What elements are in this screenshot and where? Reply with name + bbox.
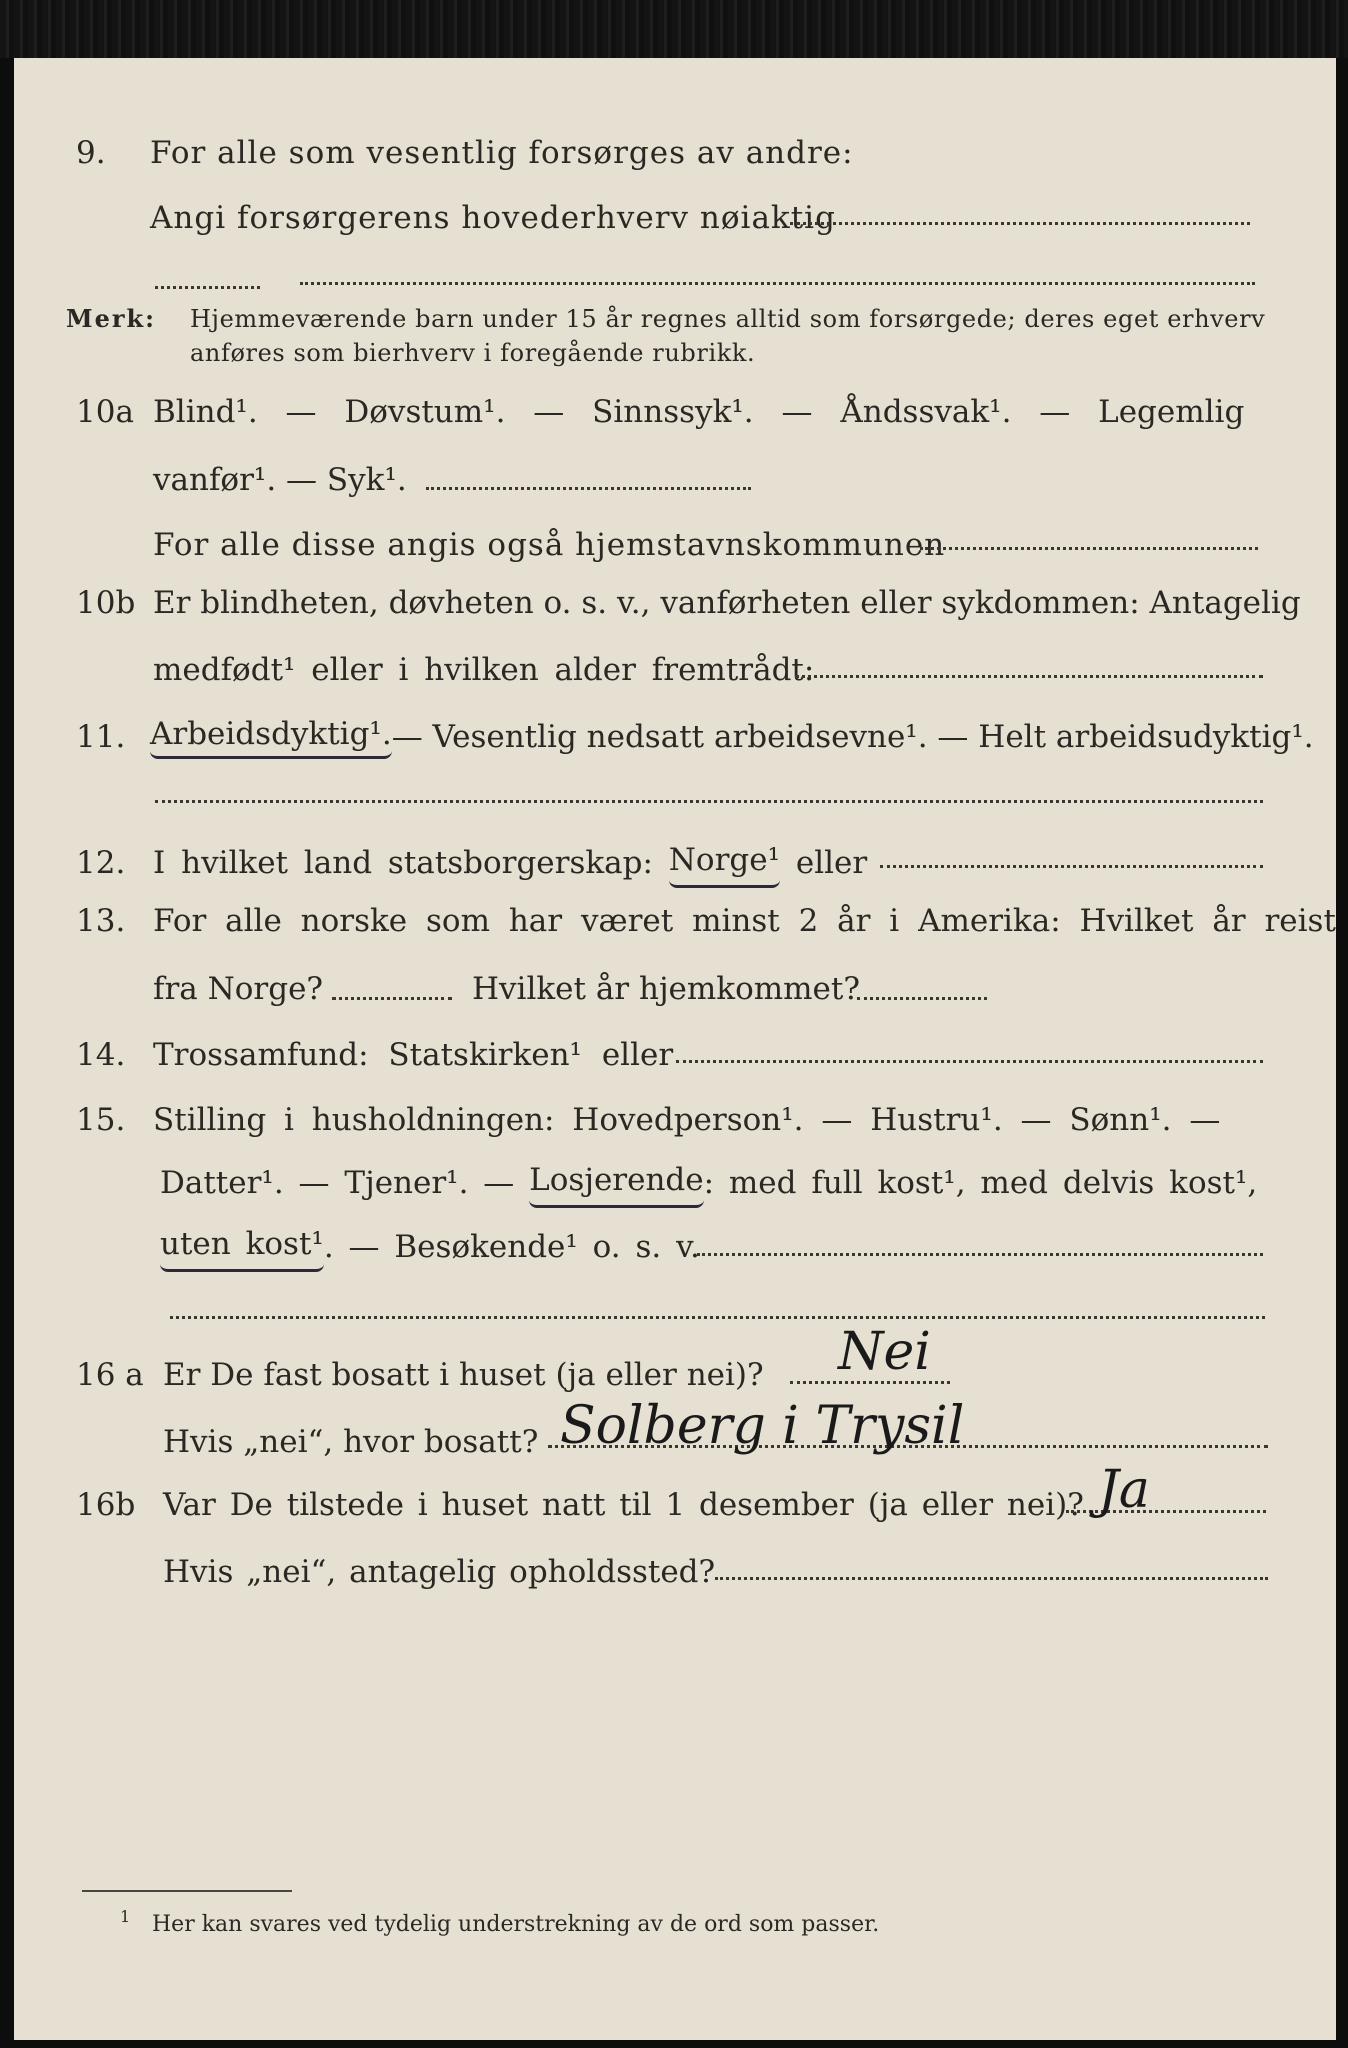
q11-answer-line[interactable] xyxy=(155,800,1263,803)
q14-line xyxy=(0,1030,1348,1080)
q16a-number: 16 a xyxy=(76,1357,144,1393)
q13-question-2a: fra Norge? xyxy=(153,971,324,1007)
q10a-question-3: For alle disse angis også hjemstavnskommunen xyxy=(153,527,946,563)
q16b-question-2: Hvis „nei“, antagelig opholdssted? xyxy=(163,1554,716,1590)
q15-question: Stilling i husholdningen: Hovedperson¹. — Hustru¹. — Sønn¹. — xyxy=(153,1102,1221,1138)
q9-answer-line-2b[interactable] xyxy=(300,282,1255,285)
merk-line2 xyxy=(0,328,1348,378)
q9-answer-line-2a[interactable] xyxy=(155,286,260,289)
q15-answer-line-2[interactable] xyxy=(170,1316,1265,1319)
q12-option-norge[interactable]: Norge¹ xyxy=(669,838,780,888)
q15-line2 xyxy=(0,1158,1348,1208)
q10b-line2 xyxy=(0,645,1348,695)
q16a-question: Er De fast bosatt i huset (ja eller nei)? xyxy=(163,1357,764,1393)
q14-answer-line[interactable] xyxy=(676,1060,1263,1063)
q10a-question-2: vanfør¹. — Syk¹. xyxy=(153,462,407,498)
q16b-line2 xyxy=(0,1547,1348,1597)
q12-question xyxy=(153,838,867,888)
q10a-answer-line-2[interactable] xyxy=(920,547,1258,550)
q14-question: Trossamfund: Statskirken¹ eller xyxy=(153,1037,674,1073)
q15-text-a: Datter¹. — Tjener¹. — xyxy=(160,1165,530,1201)
q10a-question: Blind¹. — Døvstum¹. — Sinnssyk¹. — Åndssvak¹. — Legemlig xyxy=(153,394,1245,430)
q10a-answer-line[interactable] xyxy=(426,487,751,490)
q13-line1 xyxy=(0,896,1348,946)
q13-answer-line-hjemkommet[interactable] xyxy=(857,997,987,1000)
q16b-question: Var De tilstede i huset natt til 1 desember (ja eller nei)? xyxy=(163,1487,1084,1523)
q15-question-2 xyxy=(160,1158,1257,1208)
merk-text-2: anføres som bierhverv i foregående rubrikk. xyxy=(190,339,756,367)
footnote-text: Her kan svares ved tydelig understrekning av de ord som passer. xyxy=(152,1912,880,1937)
q12-number: 12. xyxy=(76,845,126,881)
q15-option-uten-kost[interactable]: uten kost¹ xyxy=(160,1222,324,1272)
q16a-line1 xyxy=(0,1350,1348,1400)
q14-number: 14. xyxy=(76,1037,126,1073)
q10b-answer-line[interactable] xyxy=(795,675,1263,678)
q11-question xyxy=(150,712,1314,762)
q9-line1 xyxy=(0,128,1348,178)
q9-answer-line[interactable] xyxy=(790,222,1250,225)
q9-line2 xyxy=(0,193,1348,243)
footnote xyxy=(0,1900,1348,1950)
q15-number: 15. xyxy=(76,1102,126,1138)
q12-answer-line[interactable] xyxy=(880,865,1263,868)
footnote-rule xyxy=(82,1890,292,1892)
q10a-line1 xyxy=(0,387,1348,437)
q11-line xyxy=(0,712,1348,762)
q15-option-losjerende[interactable]: Losjerende xyxy=(529,1158,703,1208)
q10b-question: Er blindheten, døvheten o. s. v., vanførheten eller sykdommen: Antagelig xyxy=(153,585,1301,621)
q15-line1 xyxy=(0,1095,1348,1145)
q16a-handwritten-answer-2[interactable]: Solberg i Trysil xyxy=(560,1396,965,1456)
q15-question-3 xyxy=(160,1222,700,1272)
footnote-mark: 1 xyxy=(120,1907,131,1926)
q10a-line3 xyxy=(0,520,1348,570)
q16b-number: 16b xyxy=(76,1487,136,1523)
q10a-line2 xyxy=(0,455,1348,505)
q13-number: 13. xyxy=(76,903,126,939)
q11-number: 11. xyxy=(76,719,126,755)
q10b-question-2: medfødt¹ eller i hvilken alder fremtrådt: xyxy=(153,652,815,688)
merk-text: Hjemmeværende barn under 15 år regnes alltid som forsørgede; deres eget erhverv xyxy=(190,305,1266,333)
q10b-line1 xyxy=(0,578,1348,628)
q16a-handwritten-answer[interactable]: Nei xyxy=(838,1322,931,1382)
q15-line3 xyxy=(0,1222,1348,1272)
q16b-answer-line[interactable] xyxy=(1066,1510,1266,1513)
q13-question-2b: Hvilket år hjemkommet? xyxy=(472,971,860,1007)
q12-text: I hvilket land statsborgerskap: xyxy=(153,845,669,881)
q13-answer-line-reist[interactable] xyxy=(332,997,452,1000)
q16a-question-2: Hvis „nei“, hvor bosatt? xyxy=(163,1424,539,1460)
q10b-number: 10b xyxy=(76,585,136,621)
q16b-handwritten-answer[interactable]: Ja xyxy=(1098,1460,1150,1520)
q11-other-options: — Vesentlig nedsatt arbeidsevne¹. — Helt arbeidsudyktig¹. xyxy=(391,719,1314,755)
q13-question: For alle norske som har været minst 2 år i Amerika: Hvilket år reist xyxy=(153,903,1336,939)
q12-text-2: eller xyxy=(780,845,868,881)
q15-answer-line[interactable] xyxy=(697,1253,1263,1256)
q13-line2 xyxy=(0,964,1348,1014)
q16b-answer-line-2[interactable] xyxy=(715,1577,1268,1580)
q15-text-d: . — Besøkende¹ o. s. v. xyxy=(323,1229,700,1265)
q9-number: 9. xyxy=(76,135,106,171)
q9-question: For alle som vesentlig forsørges av andre: xyxy=(150,135,854,171)
merk-label: Merk: xyxy=(66,304,156,333)
q12-line xyxy=(0,838,1348,888)
q11-option-arbeidsdyktig[interactable]: Arbeidsdyktig¹. xyxy=(150,712,392,759)
q10a-number: 10a xyxy=(76,394,134,430)
q9-question-2: Angi forsørgerens hovederhverv nøiaktig xyxy=(150,200,836,236)
scan-top-edge xyxy=(0,0,1348,58)
q15-text-c: : med full kost¹, med delvis kost¹, xyxy=(703,1165,1258,1201)
